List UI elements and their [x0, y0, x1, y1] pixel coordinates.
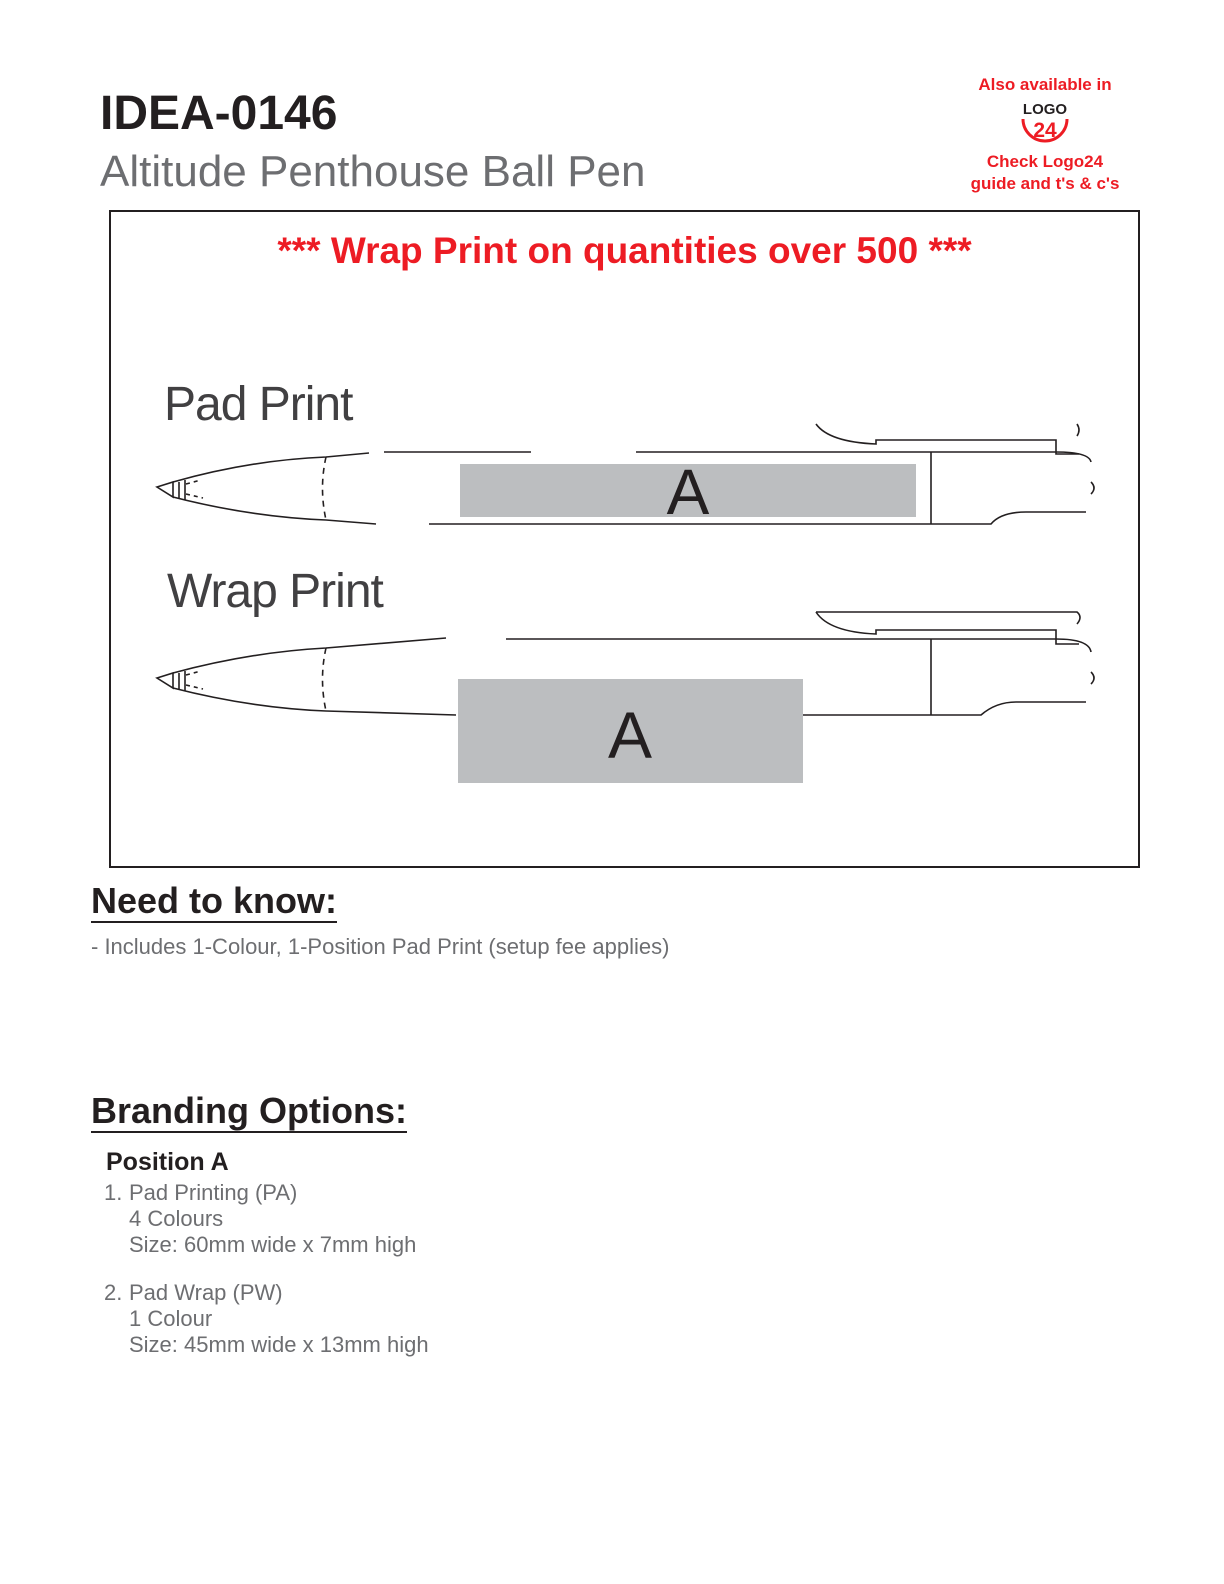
- need-to-know-heading: Need to know:: [91, 880, 337, 923]
- option-colours: 4 Colours: [129, 1206, 224, 1231]
- option-method: Pad Wrap (PW): [129, 1280, 283, 1305]
- branding-options-heading: Branding Options:: [91, 1090, 407, 1133]
- logo24-guide-text: guide and t's & c's: [970, 173, 1120, 193]
- wrap-position-marker: A: [607, 698, 653, 772]
- position-title: Position A: [106, 1148, 229, 1176]
- option-number: 1.: [104, 1180, 123, 1205]
- logo24-badge: [950, 74, 1140, 194]
- option-number: 2.: [104, 1280, 123, 1305]
- logo24-available-text: Also available in: [978, 75, 1112, 94]
- need-to-know-item: - Includes 1-Colour, 1-Position Pad Print (setup fee applies): [91, 934, 670, 959]
- option-method: Pad Printing (PA): [129, 1180, 298, 1205]
- option-size: Size: 45mm wide x 13mm high: [129, 1332, 429, 1357]
- artwork-frame: [109, 210, 1140, 868]
- product-code: IDEA-0146: [100, 87, 338, 140]
- branding-option-list: [104, 1180, 429, 1380]
- logo24-check-text: Check Logo24: [986, 152, 1104, 172]
- branding-option: [104, 1280, 429, 1358]
- pad-print-label: Pad Print: [164, 378, 353, 431]
- logo24-logo-icon: [950, 97, 1140, 151]
- pen-diagrams: [111, 212, 1138, 866]
- product-name: Altitude Penthouse Ball Pen: [100, 147, 646, 196]
- pad-position-marker: A: [666, 456, 710, 528]
- option-size: Size: 60mm wide x 7mm high: [129, 1232, 417, 1257]
- branding-option: [104, 1180, 429, 1258]
- option-colours: 1 Colour: [129, 1306, 213, 1331]
- logo24-logo-text-bottom: 24: [1033, 119, 1057, 143]
- wrap-print-notice: *** Wrap Print on quantities over 500 ***: [277, 230, 972, 271]
- wrap-print-label: Wrap Print: [167, 565, 383, 618]
- logo24-logo-text-top: LOGO: [1022, 101, 1068, 119]
